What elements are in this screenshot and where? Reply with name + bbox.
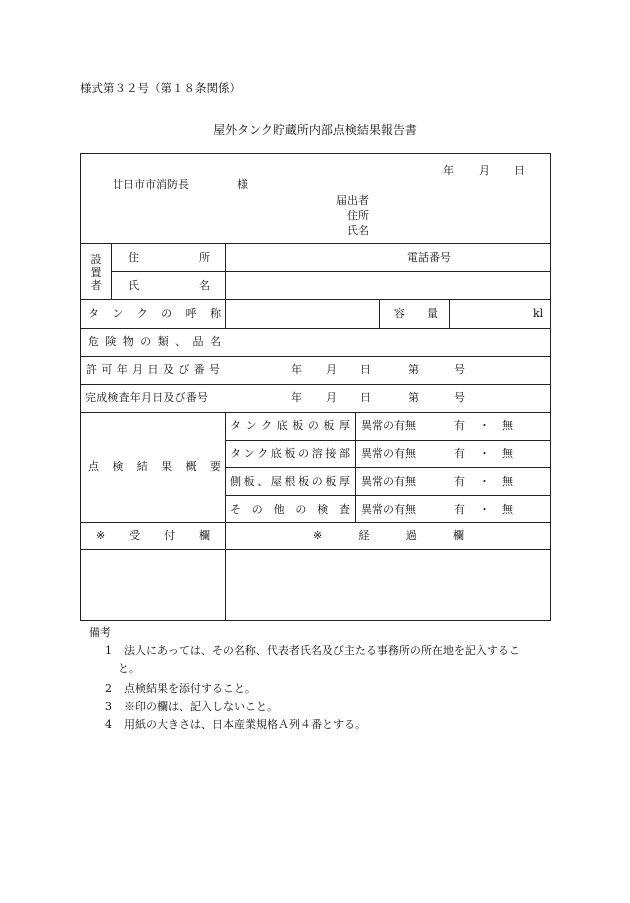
permit-label: 許 可 年 月 日 及 び 番 号 [86, 363, 220, 376]
date-year-label: 年 [443, 164, 454, 177]
note-text: 用紙の大きさは、日本産業規格Ａ列４番とする。 [124, 718, 366, 731]
permit-month: 月 [326, 363, 337, 376]
installer-address-label: 住 所 [128, 251, 210, 264]
date-month-label: 月 [479, 164, 490, 177]
note-text: ※印の欄は、記入しないこと。 [124, 700, 278, 713]
inspection-item-no: 無 [502, 503, 513, 516]
applicant-label: 届出者 [336, 194, 369, 207]
phone-number-label: 電話番号 [407, 251, 451, 264]
installer-name-label: 氏 名 [128, 279, 210, 292]
note-number: 3 [105, 700, 112, 713]
inspection-item-no: 無 [502, 475, 513, 488]
note-text-continued: と。 [118, 662, 140, 675]
form-number: 様式第３２号（第１８条関係） [80, 81, 241, 95]
permit-year: 年 [291, 363, 302, 376]
inspection-item-dot: ・ [479, 503, 490, 516]
date-day-label: 日 [514, 164, 525, 177]
inspection-summary-label: 点 検 結 果 概 要 [88, 460, 221, 473]
inspection-item-dot: ・ [479, 447, 490, 460]
installer-label: 設 置 者 [90, 253, 102, 292]
completion-month: 月 [326, 391, 337, 404]
permit-no-suffix: 号 [454, 363, 465, 376]
inspection-item-status: 異常の有無 [361, 503, 416, 516]
note-number: 4 [105, 718, 112, 731]
inspection-item-yes: 有 [454, 447, 465, 460]
completion-label: 完成検査年月日及び番号 [85, 391, 209, 404]
note-text: 法人にあっては、その名称、代表者氏名及び主たる事務所の所在地を記入するこ [124, 644, 520, 657]
completion-day: 日 [360, 391, 371, 404]
completion-year: 年 [291, 391, 302, 404]
capacity-label: 容 量 [394, 307, 438, 320]
capacity-unit: kl [533, 307, 544, 320]
inspection-item-status: 異常の有無 [361, 419, 416, 432]
inspection-item-no: 無 [502, 419, 513, 432]
reception-field[interactable] [81, 550, 225, 620]
note-text: 点検結果を添付すること。 [124, 682, 256, 695]
note-number: 2 [105, 682, 112, 695]
reception-column-label: ※ 受 付 欄 [96, 529, 210, 542]
applicant-address-label: 住所 [347, 209, 369, 222]
inspection-item-status: 異常の有無 [361, 475, 416, 488]
inspection-item-yes: 有 [454, 503, 465, 516]
inspection-item-name: そ の 他 の 検 査 [230, 503, 350, 516]
document-title: 屋外タンク貯蔵所内部点検結果報告書 [213, 123, 417, 137]
permit-day: 日 [360, 363, 371, 376]
permit-no-prefix: 第 [408, 363, 419, 376]
progress-column-label: ※ 経 過 欄 [313, 529, 464, 542]
inspection-item-name: タ ン ク 底 板 の 板 厚 [230, 419, 350, 432]
progress-field[interactable] [226, 550, 550, 620]
honorific: 様 [237, 178, 248, 191]
report-form-table [80, 153, 551, 621]
inspection-item-dot: ・ [479, 419, 490, 432]
completion-no-prefix: 第 [408, 391, 419, 404]
inspection-item-yes: 有 [454, 419, 465, 432]
addressee: 廿日市市消防長 [112, 178, 189, 191]
inspection-item-status: 異常の有無 [361, 447, 416, 460]
note-number: 1 [105, 644, 112, 657]
inspection-item-dot: ・ [479, 475, 490, 488]
notes-heading: 備考 [89, 626, 111, 639]
inspection-item-yes: 有 [454, 475, 465, 488]
inspection-item-no: 無 [502, 447, 513, 460]
applicant-name-label: 氏名 [347, 224, 369, 237]
tank-name-label: タ ン ク の 呼 称 [88, 307, 221, 320]
inspection-item-name: 側 板 、 屋 根 板 の 板 厚 [230, 475, 350, 488]
hazmat-class-label: 危 険 物 の 類 、 品 名 [88, 335, 221, 348]
inspection-item-name: タ ン ク 底 板 の 溶 接 部 [230, 447, 350, 460]
completion-no-suffix: 号 [454, 391, 465, 404]
